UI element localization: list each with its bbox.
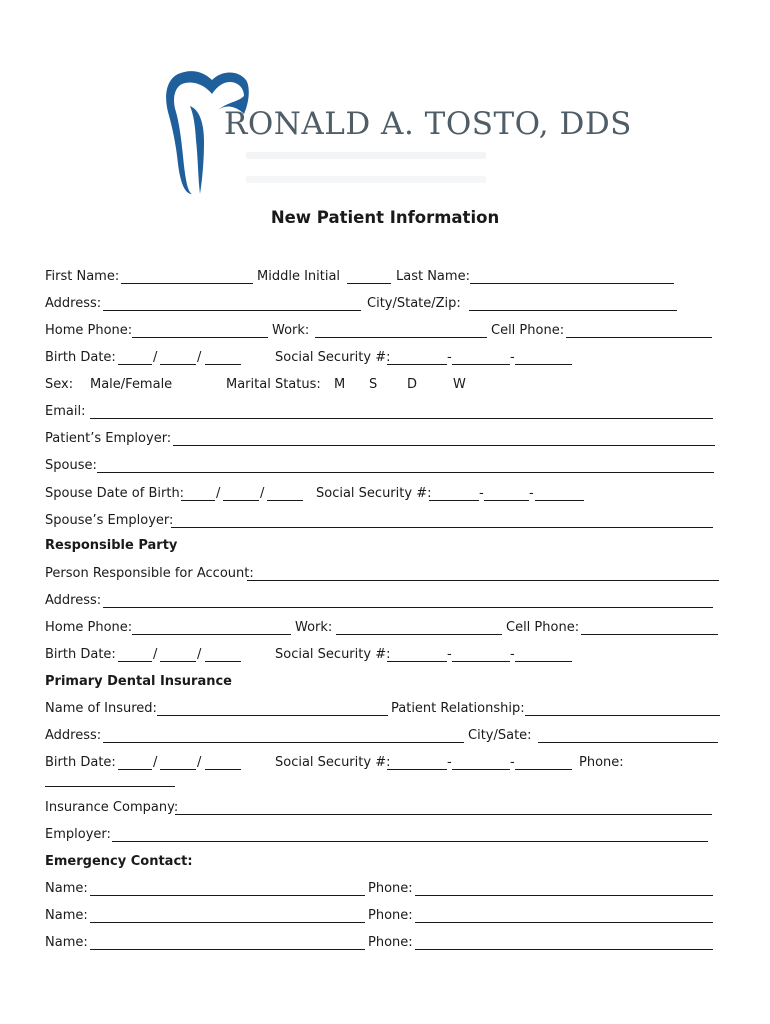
- middle-initial-label: Middle Initial: [257, 269, 341, 284]
- responsible-cell-phone-field[interactable]: [581, 634, 718, 635]
- responsible-person-field[interactable]: [247, 580, 719, 581]
- insurance-address-label: Address:: [45, 728, 102, 743]
- spouse-employer-field[interactable]: [171, 527, 713, 528]
- insurance-employer-label: Employer:: [45, 827, 111, 842]
- patient-relationship-field[interactable]: [525, 715, 720, 716]
- marital-option-s[interactable]: S: [369, 377, 378, 392]
- emergency-phone-field[interactable]: [415, 895, 713, 896]
- spouse-employer-label: Spouse’s Employer:: [45, 513, 174, 528]
- insurance-company-field[interactable]: [175, 814, 712, 815]
- emergency-name-field[interactable]: [90, 922, 365, 923]
- email-row: [45, 404, 725, 420]
- birth-ssn-row: [45, 350, 725, 366]
- emergency-contact-heading: Emergency Contact:: [45, 854, 193, 869]
- emergency-name-label: Name:: [45, 881, 88, 896]
- responsible-ssn-part1-field[interactable]: [387, 661, 447, 662]
- date-separator: /: [197, 647, 202, 662]
- insurance-ssn-label: Social Security #:: [275, 755, 391, 770]
- insurance-address-row: [45, 728, 725, 744]
- ssn-separator: -: [510, 647, 515, 662]
- spouse-ssn-part2-field[interactable]: [484, 500, 529, 501]
- responsible-home-phone-label: Home Phone:: [45, 620, 133, 635]
- name-row: [45, 269, 725, 285]
- responsible-cell-phone-label: Cell Phone:: [506, 620, 580, 635]
- employer-label: Patient’s Employer:: [45, 431, 172, 446]
- phone-row: [45, 323, 725, 339]
- ssn-separator: -: [529, 486, 534, 501]
- birth-month-field[interactable]: [118, 364, 152, 365]
- ssn-part1-field[interactable]: [387, 364, 447, 365]
- responsible-person-row: [45, 566, 725, 582]
- insured-name-label: Name of Insured:: [45, 701, 157, 716]
- spouse-ssn-label: Social Security #:: [316, 486, 432, 501]
- insurance-company-label: Insurance Company:: [45, 800, 179, 815]
- responsible-birth-year-field[interactable]: [205, 661, 241, 662]
- spouse-birth-day-field[interactable]: [223, 500, 259, 501]
- address-row: [45, 296, 725, 312]
- date-separator: /: [153, 755, 158, 770]
- logo-tagline-faded: [246, 176, 486, 183]
- spouse-field[interactable]: [97, 472, 714, 473]
- spouse-birth-month-field[interactable]: [181, 500, 215, 501]
- marital-option-m[interactable]: M: [334, 377, 346, 392]
- emergency-name-label: Name:: [45, 908, 88, 923]
- insurance-birth-year-field[interactable]: [205, 769, 241, 770]
- spouse-ssn-part1-field[interactable]: [429, 500, 479, 501]
- spouse-label: Spouse:: [45, 458, 97, 473]
- ssn-separator: -: [510, 755, 515, 770]
- emergency-name-field[interactable]: [90, 895, 365, 896]
- middle-initial-field[interactable]: [347, 283, 391, 284]
- emergency-phone-field[interactable]: [415, 949, 713, 950]
- insurance-birth-month-field[interactable]: [118, 769, 152, 770]
- spouse-dob-row: [45, 486, 725, 502]
- marital-option-d[interactable]: D: [407, 377, 418, 392]
- responsible-birth-month-field[interactable]: [118, 661, 152, 662]
- sex-marital-row: [45, 377, 725, 393]
- cell-phone-label: Cell Phone:: [491, 323, 565, 338]
- insurance-ssn-part1-field[interactable]: [387, 769, 447, 770]
- logo-tagline-faded: [246, 152, 486, 159]
- email-field[interactable]: [90, 418, 713, 419]
- birth-date-label: Birth Date:: [45, 350, 116, 365]
- form-title: New Patient Information: [270, 208, 500, 227]
- emergency-phone-label: Phone:: [368, 908, 413, 923]
- ssn-separator: -: [447, 350, 452, 365]
- insurance-ssn-part2-field[interactable]: [452, 769, 510, 770]
- insurance-birth-date-label: Birth Date:: [45, 755, 116, 770]
- responsible-work-label: Work:: [295, 620, 333, 635]
- insurance-city-state-field[interactable]: [538, 742, 718, 743]
- responsible-work-phone-field[interactable]: [336, 634, 502, 635]
- insurance-city-state-label: City/Sate:: [468, 728, 532, 743]
- emergency-phone-label: Phone:: [368, 881, 413, 896]
- responsible-address-label: Address:: [45, 593, 102, 608]
- insurance-birth-ssn-row: [45, 755, 725, 771]
- marital-option-w[interactable]: W: [453, 377, 466, 392]
- employer-row: [45, 431, 725, 447]
- emergency-phone-label: Phone:: [368, 935, 413, 950]
- date-separator: /: [153, 350, 158, 365]
- responsible-ssn-part3-field[interactable]: [515, 661, 572, 662]
- first-name-field[interactable]: [121, 283, 253, 284]
- address-field[interactable]: [103, 310, 361, 311]
- responsible-person-label: Person Responsible for Account:: [45, 566, 254, 581]
- ssn-part2-field[interactable]: [452, 364, 510, 365]
- date-separator: /: [197, 755, 202, 770]
- date-separator: /: [197, 350, 202, 365]
- insurance-birth-day-field[interactable]: [160, 769, 196, 770]
- email-label: Email:: [45, 404, 86, 419]
- last-name-field[interactable]: [470, 283, 674, 284]
- home-phone-field[interactable]: [132, 337, 268, 338]
- insurance-heading: Primary Dental Insurance: [45, 674, 233, 689]
- last-name-label: Last Name:: [396, 269, 470, 284]
- insured-name-field[interactable]: [157, 715, 388, 716]
- insurance-phone-field[interactable]: [45, 786, 175, 787]
- responsible-home-phone-field[interactable]: [132, 634, 291, 635]
- cell-phone-field[interactable]: [566, 337, 712, 338]
- address-label: Address:: [45, 296, 102, 311]
- spouse-row: [45, 458, 725, 474]
- birth-day-field[interactable]: [160, 364, 196, 365]
- employer-field[interactable]: [173, 445, 715, 446]
- ssn-separator: -: [510, 350, 515, 365]
- responsible-birth-date-label: Birth Date:: [45, 647, 116, 662]
- responsible-ssn-label: Social Security #:: [275, 647, 391, 662]
- sex-options[interactable]: Male/Female: [90, 377, 173, 392]
- home-phone-label: Home Phone:: [45, 323, 133, 338]
- emergency-phone-field[interactable]: [415, 922, 713, 923]
- insurance-ssn-part3-field[interactable]: [515, 769, 572, 770]
- insured-row: [45, 701, 725, 717]
- practice-name: RONALD A. TOSTO, DDS: [224, 106, 632, 142]
- first-name-label: First Name:: [45, 269, 120, 284]
- ssn-part3-field[interactable]: [515, 364, 572, 365]
- insurance-employer-row: [45, 827, 725, 843]
- spouse-birth-year-field[interactable]: [267, 500, 303, 501]
- birth-year-field[interactable]: [205, 364, 241, 365]
- date-separator: /: [216, 486, 221, 501]
- responsible-ssn-part2-field[interactable]: [452, 661, 510, 662]
- spouse-ssn-part3-field[interactable]: [535, 500, 584, 501]
- patient-relationship-label: Patient Relationship:: [391, 701, 525, 716]
- insurance-company-row: [45, 800, 725, 816]
- date-separator: /: [153, 647, 158, 662]
- city-state-zip-field[interactable]: [469, 310, 677, 311]
- emergency-name-label: Name:: [45, 935, 88, 950]
- emergency-contact-row: [45, 908, 725, 924]
- emergency-contact-row: [45, 881, 725, 897]
- ssn-separator: -: [447, 647, 452, 662]
- responsible-address-field[interactable]: [103, 607, 713, 608]
- city-state-zip-label: City/State/Zip:: [367, 296, 461, 311]
- ssn-separator: -: [479, 486, 484, 501]
- ssn-separator: -: [447, 755, 452, 770]
- emergency-name-field[interactable]: [90, 949, 365, 950]
- sex-label: Sex:: [45, 377, 74, 392]
- responsible-party-heading: Responsible Party: [45, 538, 178, 553]
- responsible-birth-day-field[interactable]: [160, 661, 196, 662]
- date-separator: /: [260, 486, 265, 501]
- ssn-label: Social Security #:: [275, 350, 391, 365]
- work-label: Work:: [272, 323, 310, 338]
- work-phone-field[interactable]: [315, 337, 487, 338]
- responsible-address-row: [45, 593, 725, 609]
- spouse-dob-label: Spouse Date of Birth:: [45, 486, 185, 501]
- practice-logo: [160, 66, 632, 202]
- insurance-employer-field[interactable]: [112, 841, 708, 842]
- emergency-contact-row: [45, 935, 725, 951]
- insurance-phone-label: Phone:: [579, 755, 624, 770]
- responsible-birth-ssn-row: [45, 647, 725, 663]
- spouse-employer-row: [45, 513, 725, 529]
- insurance-address-field[interactable]: [103, 742, 464, 743]
- marital-status-label: Marital Status:: [226, 377, 321, 392]
- responsible-phone-row: [45, 620, 725, 636]
